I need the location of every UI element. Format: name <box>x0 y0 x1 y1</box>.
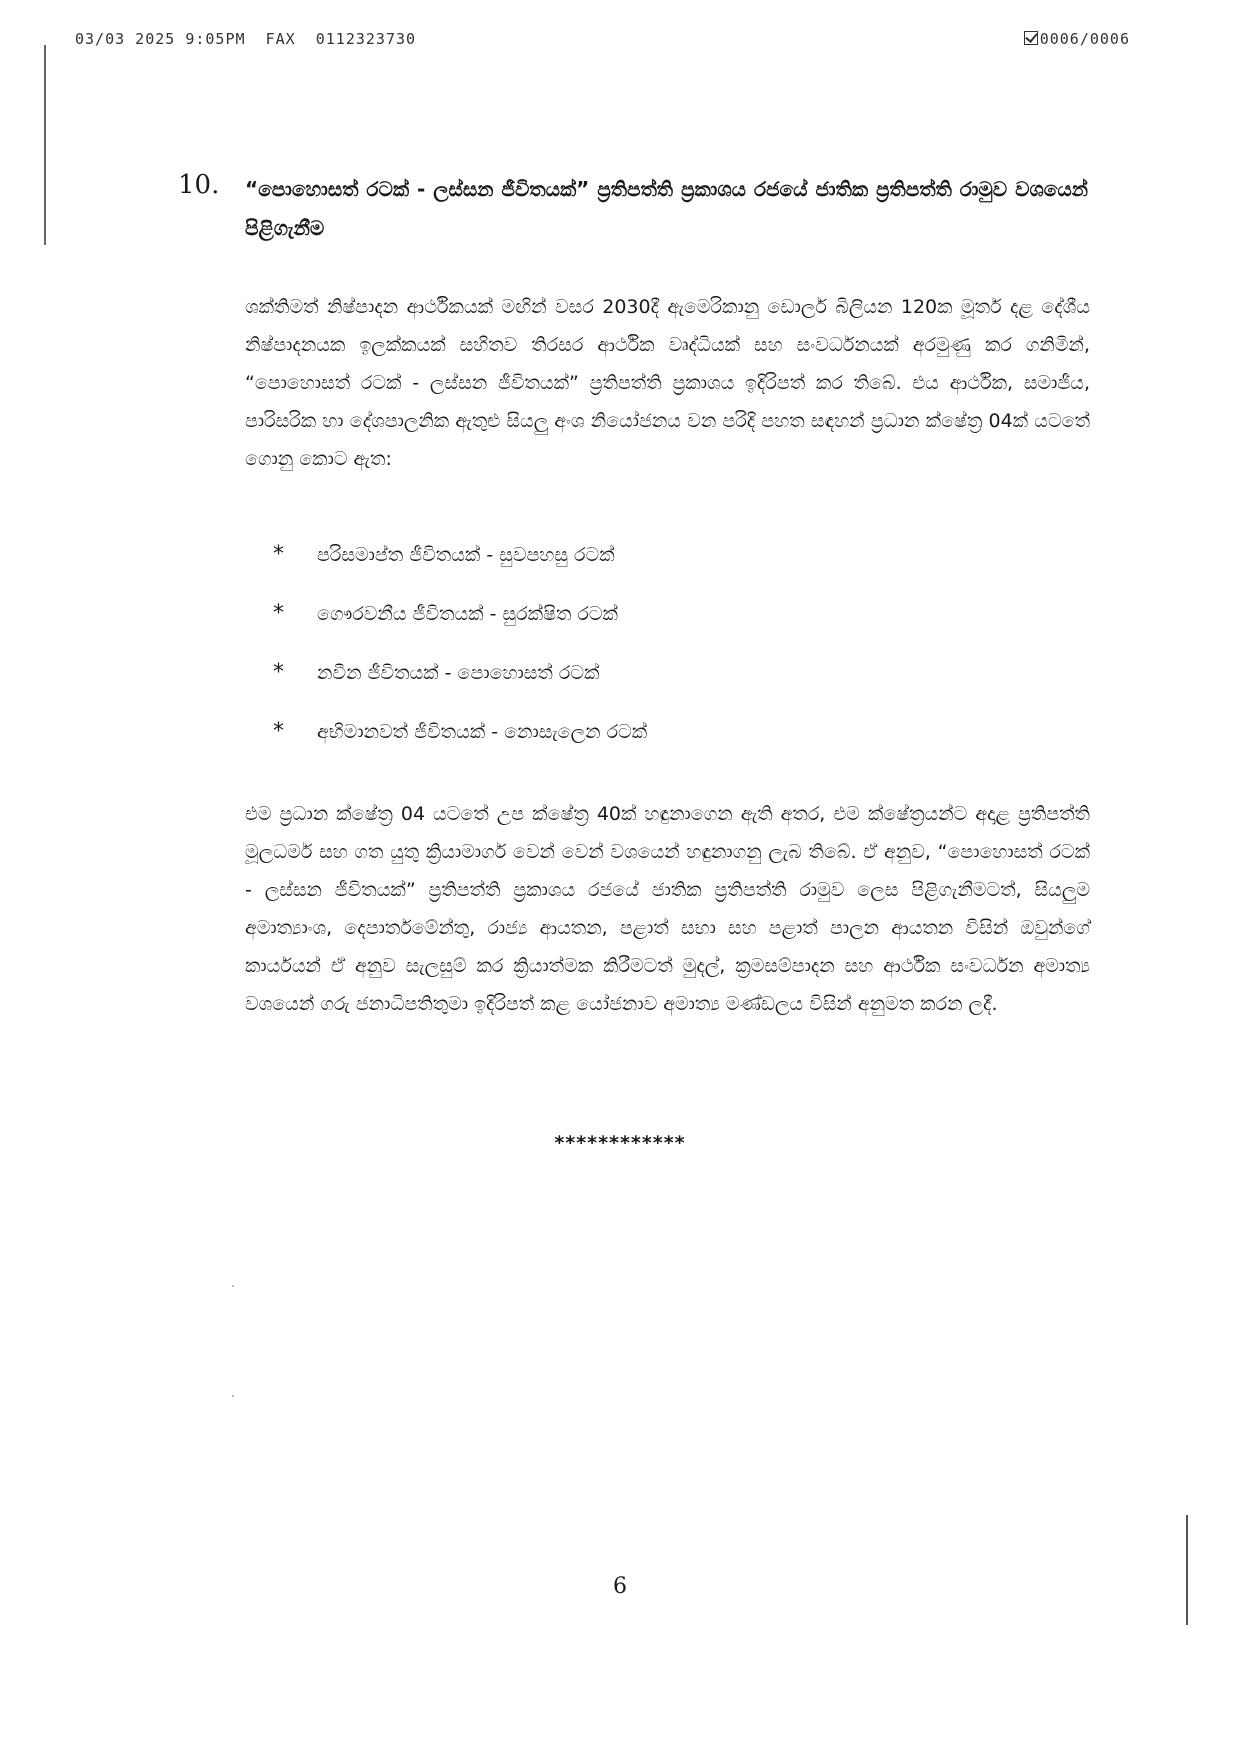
scan-speck <box>232 1395 234 1397</box>
fax-header-left: 03/03 2025 9:05PM FAX 0112323730 <box>75 30 417 48</box>
fax-header-right <box>1024 30 1130 48</box>
list-item <box>265 599 1090 658</box>
paragraph-intro: ශක්තිමත් නිෂ්පාදන ආර්ථිකයක් මඟින් වසර 2030දී ඇමෙරිකානු ඩොලර් බිලියන 120ක මූර්ත දළ දේශීය නිෂ්පාදනයක ඉලක්කයක් සහිතව තිරසර ආර්ථික වෘද්ධියක් සහ සංවර්ධනයක් අරමුණු කර ගනිමින්, “පොහොසත් රටක් - ලස්සන ජීවිතයක්” ප්‍රතිපත්ති ප්‍රකාශය ඉදිරිපත් කර තිබේ. එය ආර්ථික, සමාජීය, පාරිසරික හා දේශපාලනික ඇතුළු සියලු අංශ නියෝජනය වන පරිදි පහත සඳහන් ප්‍රධාන ක්ෂේත්‍ර 04ක් යටතේ ගොනු කොට ඇත: <box>245 296 1090 470</box>
bullet-list <box>265 540 1090 776</box>
scan-artifact-line-left <box>44 45 46 245</box>
list-item <box>265 717 1090 776</box>
fax-page-count: 0006/0006 <box>1039 30 1130 48</box>
bullet-text: ගෞරවනීය ජීවිතයක් - සුරක්ෂිත රටක් <box>317 603 618 625</box>
section-end-mark: ************ <box>554 1132 686 1154</box>
list-item <box>265 540 1090 599</box>
section-number: 10. <box>178 170 220 200</box>
scan-artifact-line-right <box>1186 1515 1188 1625</box>
bullet-marker: * <box>273 719 284 744</box>
bullet-text: පරිසමාප්ත ජීවිතයක් - සුවපහසු රටක් <box>317 544 615 566</box>
bullet-text: අභිමානවත් ජීවිතයක් - නොසැලෙන රටක් <box>317 721 648 743</box>
section-title: “පොහොසත් රටක් - ලස්සන ජීවිතයක්” ප්‍රතිපත්ති ප්‍රකාශය රජයේ ජාතික ප්‍රතිපත්ති රාමුව වශයෙන් පිළිගැනීම <box>245 177 1088 240</box>
list-item <box>265 658 1090 717</box>
fax-header <box>75 30 1130 50</box>
bullet-marker: * <box>273 660 284 685</box>
page-number: 6 <box>613 1574 627 1599</box>
bullet-marker: * <box>273 601 284 626</box>
bullet-text: නවීන ජීවිතයක් - පොහොසත් රටක් <box>317 662 600 684</box>
checkbox-icon <box>1024 31 1038 45</box>
bullet-marker: * <box>273 542 284 567</box>
paragraph-decision: එම ප්‍රධාන ක්ෂේත්‍ර 04 යටතේ උප ක්ෂේත්‍ර 40ක් හඳුනාගෙන ඇති අතර, එම ක්ෂේත්‍රයන්ට අදාළ ප්‍රතිපත්ති මූලධර්ම සහ ගත යුතු ක්‍රියාමාර්ග වෙන් වෙන් වශයෙන් හඳුනාගනු ලැබ තිබේ. ඒ අනුව, “පොහොසත් රටක් - ලස්සන ජීවිතයක්” ප්‍රතිපත්ති ප්‍රකාශය රජයේ ජාතික ප්‍රතිපත්ති රාමුව ලෙස පිළිගැනීමටත්, සියලුම අමාත්‍යාංශ, දෙපාර්තමේන්තු, රාජ්‍ය ආයතන, පළාත් සභා සහ පළාත් පාලන ආයතන විසින් ඔවුන්ගේ කාර්යයන් ඒ අනුව සැලසුම් කර ක්‍රියාත්මක කිරීමටත් මුදල්, ක්‍රමසම්පාදන සහ ආර්ථික සංවර්ධන අමාත්‍ය වශයෙන් ගරු ජනාධිපතිතුමා ඉදිරිපත් කළ යෝජනාව අමාත්‍ය මණ්ඩලය විසින් අනුමත කරන ලදී. <box>245 803 1090 1015</box>
scan-speck <box>232 1285 234 1287</box>
